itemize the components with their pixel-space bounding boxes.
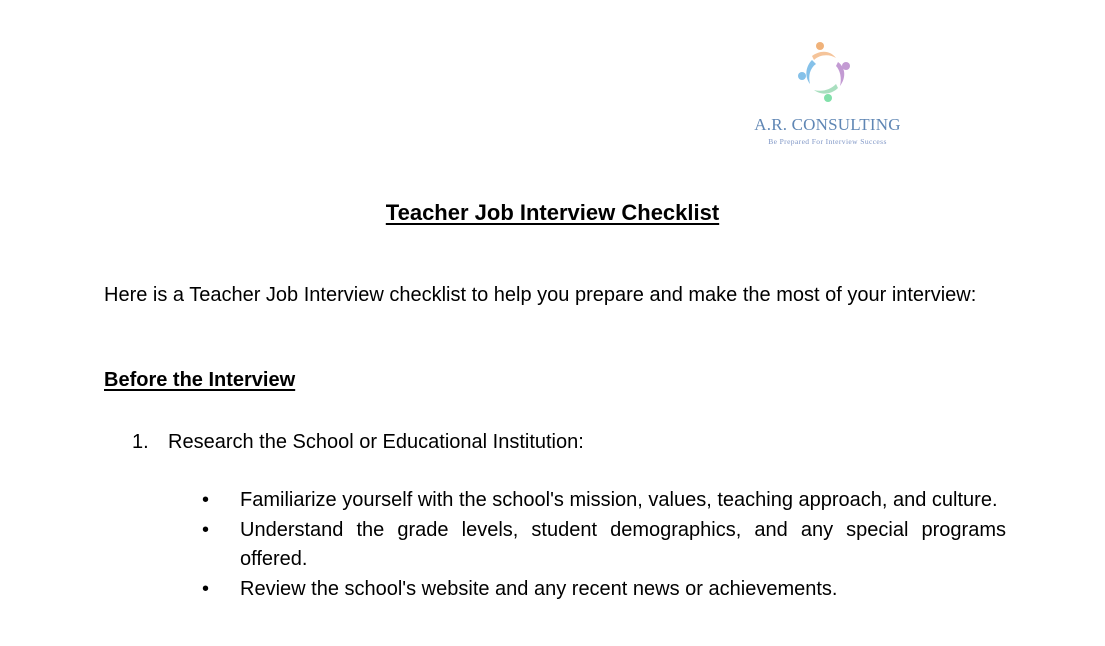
bullet-icon: • <box>202 518 210 541</box>
list-item <box>200 516 1006 575</box>
bullet-text: Review the school's website and any recent news or achievements. <box>240 577 838 600</box>
logo-tagline: Be Prepared For Interview Success <box>768 137 887 146</box>
document-title: Teacher Job Interview Checklist <box>385 200 720 225</box>
list-item <box>200 486 1006 516</box>
bullet-icon: • <box>202 489 210 511</box>
step-number: 1. <box>132 431 149 453</box>
bullet-text: Familiarize yourself with the school's mission, values, teaching approach, and culture. <box>240 489 998 511</box>
people-circle-logo-icon <box>790 40 862 106</box>
company-logo <box>735 40 920 152</box>
step-text: Research the School or Educational Institution: <box>168 431 584 453</box>
bullet-text: Understand the grade levels, student demographics, and any special programs offered. <box>240 518 1006 570</box>
step-bullet-list <box>200 486 1006 604</box>
list-item <box>200 575 1006 605</box>
logo-company-name: A.R. CONSULTING <box>754 115 901 134</box>
bullet-icon: • <box>202 577 210 600</box>
section-heading-before-interview: Before the Interview <box>104 369 296 391</box>
intro-paragraph: Here is a Teacher Job Interview checklist to help you prepare and make the most of your interview: <box>104 284 977 306</box>
